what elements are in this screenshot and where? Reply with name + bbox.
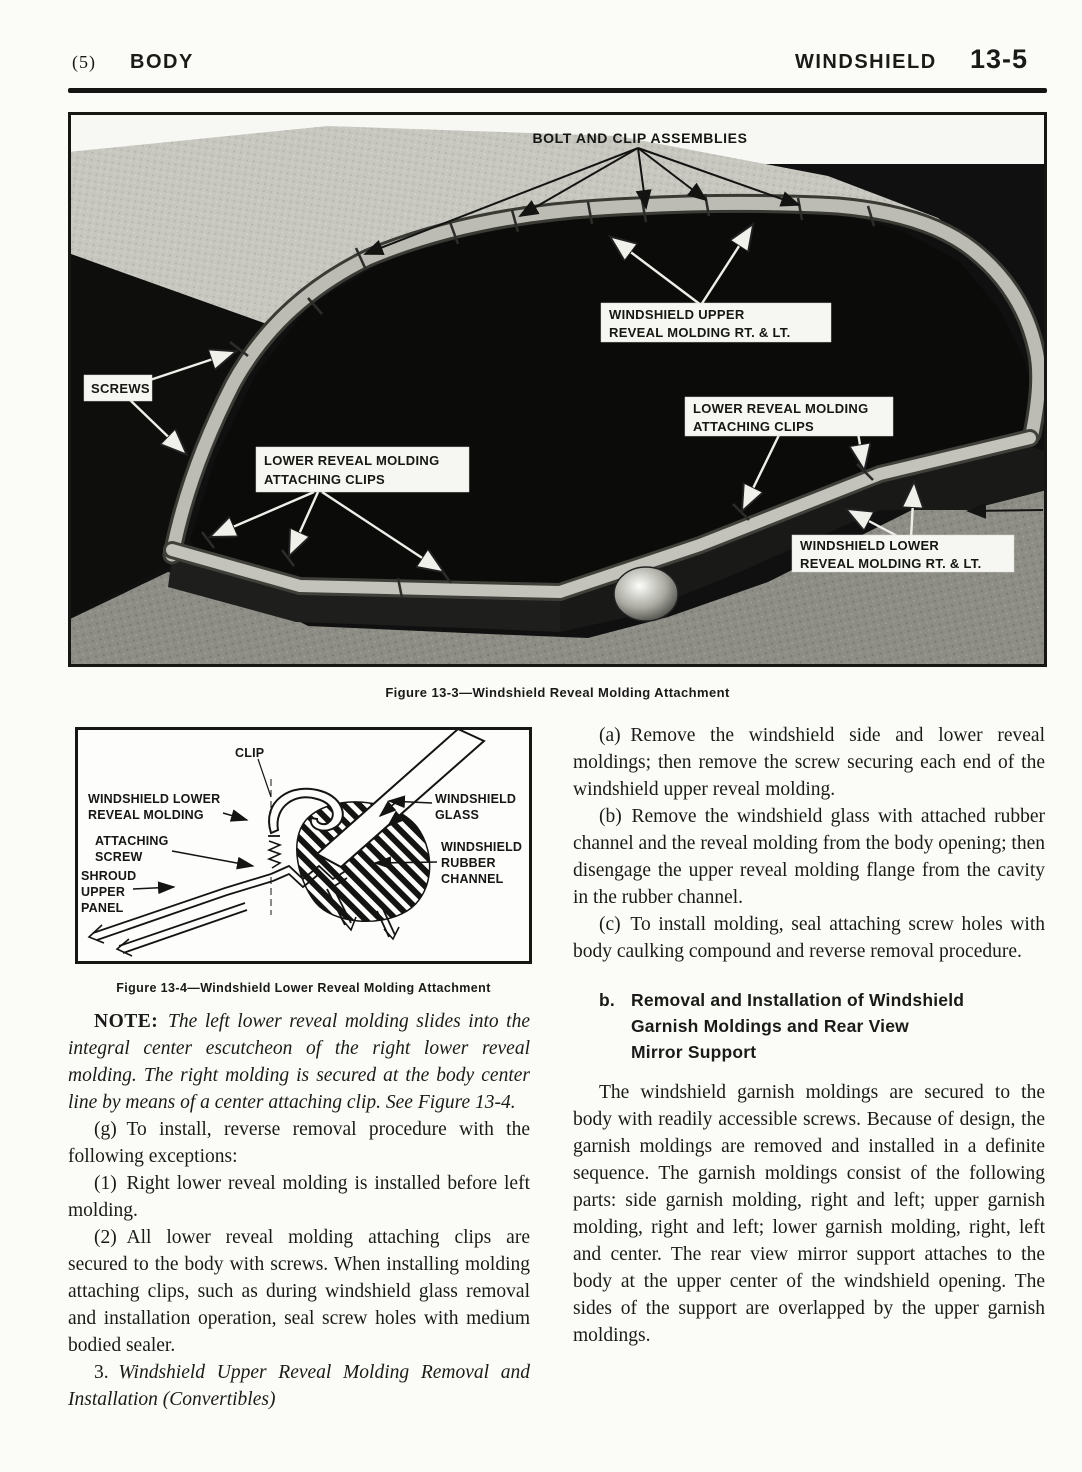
- page-reference: (5): [72, 52, 96, 72]
- label-lower-clips-right: [685, 397, 893, 436]
- header-rule: [68, 88, 1047, 93]
- subheading-b-number: b.: [599, 990, 615, 1010]
- label-molding-line1: WINDSHIELD LOWER: [88, 792, 221, 806]
- label-upper-reveal: [601, 303, 831, 342]
- label-lower-clips-right-line1: LOWER REVEAL MOLDING: [693, 401, 869, 416]
- label-glass-line1: WINDSHIELD: [435, 792, 517, 806]
- label-upper-reveal-line1: WINDSHIELD UPPER: [609, 307, 745, 322]
- paragraph-b: (b) Remove the windshield glass with attached rubber channel and the reveal molding from the body opening; then disengage the upper reveal molding flange from the cavity in the rubber channel.: [573, 806, 1045, 908]
- label-lower-reveal: [792, 535, 1014, 572]
- section-title-left: BODY: [130, 51, 194, 73]
- label-shroud-line2: UPPER: [81, 885, 126, 899]
- chrome-dome: [614, 567, 678, 621]
- item-3: [68, 1359, 530, 1413]
- note-text: The left lower reveal molding slides into the integral center escutcheon of the right lower reveal molding. The right molding is secured at the body center line by means of a center attaching clip. See Figure 13-4.: [68, 1011, 530, 1113]
- paragraph-a: (a) Remove the windshield side and lower reveal moldings; then remove the screw securing each end of the windshield upper reveal molding.: [573, 725, 1045, 800]
- paragraph-main: The windshield garnish moldings are secured to the body with readily accessible screws. Because of design, the garnish moldings are removed and installed in a definite sequence. The garnish moldings consist of the following parts: side garnish molding, right and left; upper garnish molding, right and left; lower garnish molding, right, left and center. The rear view mirror support attaches to the body at the upper center of the windshield opening. The sides of the support are overlapped by the upper garnish moldings.: [573, 1082, 1045, 1346]
- label-screws-text: SCREWS: [91, 381, 150, 396]
- right-edge-arrow: [968, 510, 1043, 511]
- left-column: [68, 1008, 530, 1413]
- note-paragraph: [68, 1008, 530, 1116]
- label-shroud-line1: SHROUD: [81, 869, 137, 883]
- subheading-b: [599, 987, 1045, 1065]
- subheading-b-line2: Garnish Moldings and Rear View: [631, 1016, 909, 1036]
- label-screw-line2: SCREW: [95, 850, 143, 864]
- paragraph-g: (g) To install, reverse removal procedure with the following exceptions:: [68, 1119, 530, 1167]
- label-rubber-line2: RUBBER: [441, 856, 496, 870]
- paragraph-c: (c) To install molding, seal attaching screw holes with body caulking compound and reverse removal procedure.: [573, 914, 1045, 962]
- label-bolt-clip-assemblies: BOLT AND CLIP ASSEMBLIES: [532, 130, 748, 146]
- right-column: [573, 722, 1045, 1349]
- label-shroud-line3: PANEL: [81, 901, 124, 915]
- section-title-right: WINDSHIELD: [795, 51, 937, 73]
- page-number: 13-5: [970, 44, 1029, 74]
- label-rubber-line3: CHANNEL: [441, 872, 504, 886]
- subheading-b-line1: Removal and Installation of Windshield: [631, 990, 965, 1010]
- label-lower-clips-left-line1: LOWER REVEAL MOLDING: [264, 453, 440, 468]
- label-screw-line1: ATTACHING: [95, 834, 169, 848]
- label-rubber-line1: WINDSHIELD: [441, 840, 523, 854]
- subheading-b-line3: Mirror Support: [631, 1042, 757, 1062]
- paragraph-1: (1) Right lower reveal molding is installed before left molding.: [68, 1173, 530, 1221]
- figure-13-3-caption: Figure 13-3—Windshield Reveal Molding Attachment: [385, 685, 730, 700]
- label-screws: [84, 375, 152, 401]
- figure-13-4-caption: Figure 13-4—Windshield Lower Reveal Molding Attachment: [116, 981, 491, 995]
- figure-13-4-drawing: [75, 727, 532, 964]
- label-upper-reveal-line2: REVEAL MOLDING RT. & LT.: [609, 325, 791, 340]
- figure-13-3-photo: [68, 112, 1047, 667]
- label-glass-line2: GLASS: [435, 808, 480, 822]
- label-lower-reveal-line2: REVEAL MOLDING RT. & LT.: [800, 556, 982, 571]
- item-3-number: 3.: [94, 1362, 109, 1383]
- item-3-text: Windshield Upper Reveal Molding Removal and Installation (Convertibles): [68, 1362, 530, 1410]
- label-lower-clips-left-line2: ATTACHING CLIPS: [264, 472, 386, 487]
- label-lower-reveal-line1: WINDSHIELD LOWER: [800, 538, 940, 553]
- label-molding-line2: REVEAL MOLDING: [88, 808, 204, 822]
- paragraph-2: (2) All lower reveal molding attaching clips are secured to the body with screws. When installing molding attaching clips, such as during windshield glass removal and installation operation, seal screw holes with medium bodied sealer.: [68, 1227, 530, 1356]
- label-lower-clips-right-line2: ATTACHING CLIPS: [693, 419, 815, 434]
- note-label: NOTE:: [94, 1011, 159, 1032]
- label-lower-clips-left: [256, 447, 469, 492]
- label-clip: CLIP: [235, 746, 265, 760]
